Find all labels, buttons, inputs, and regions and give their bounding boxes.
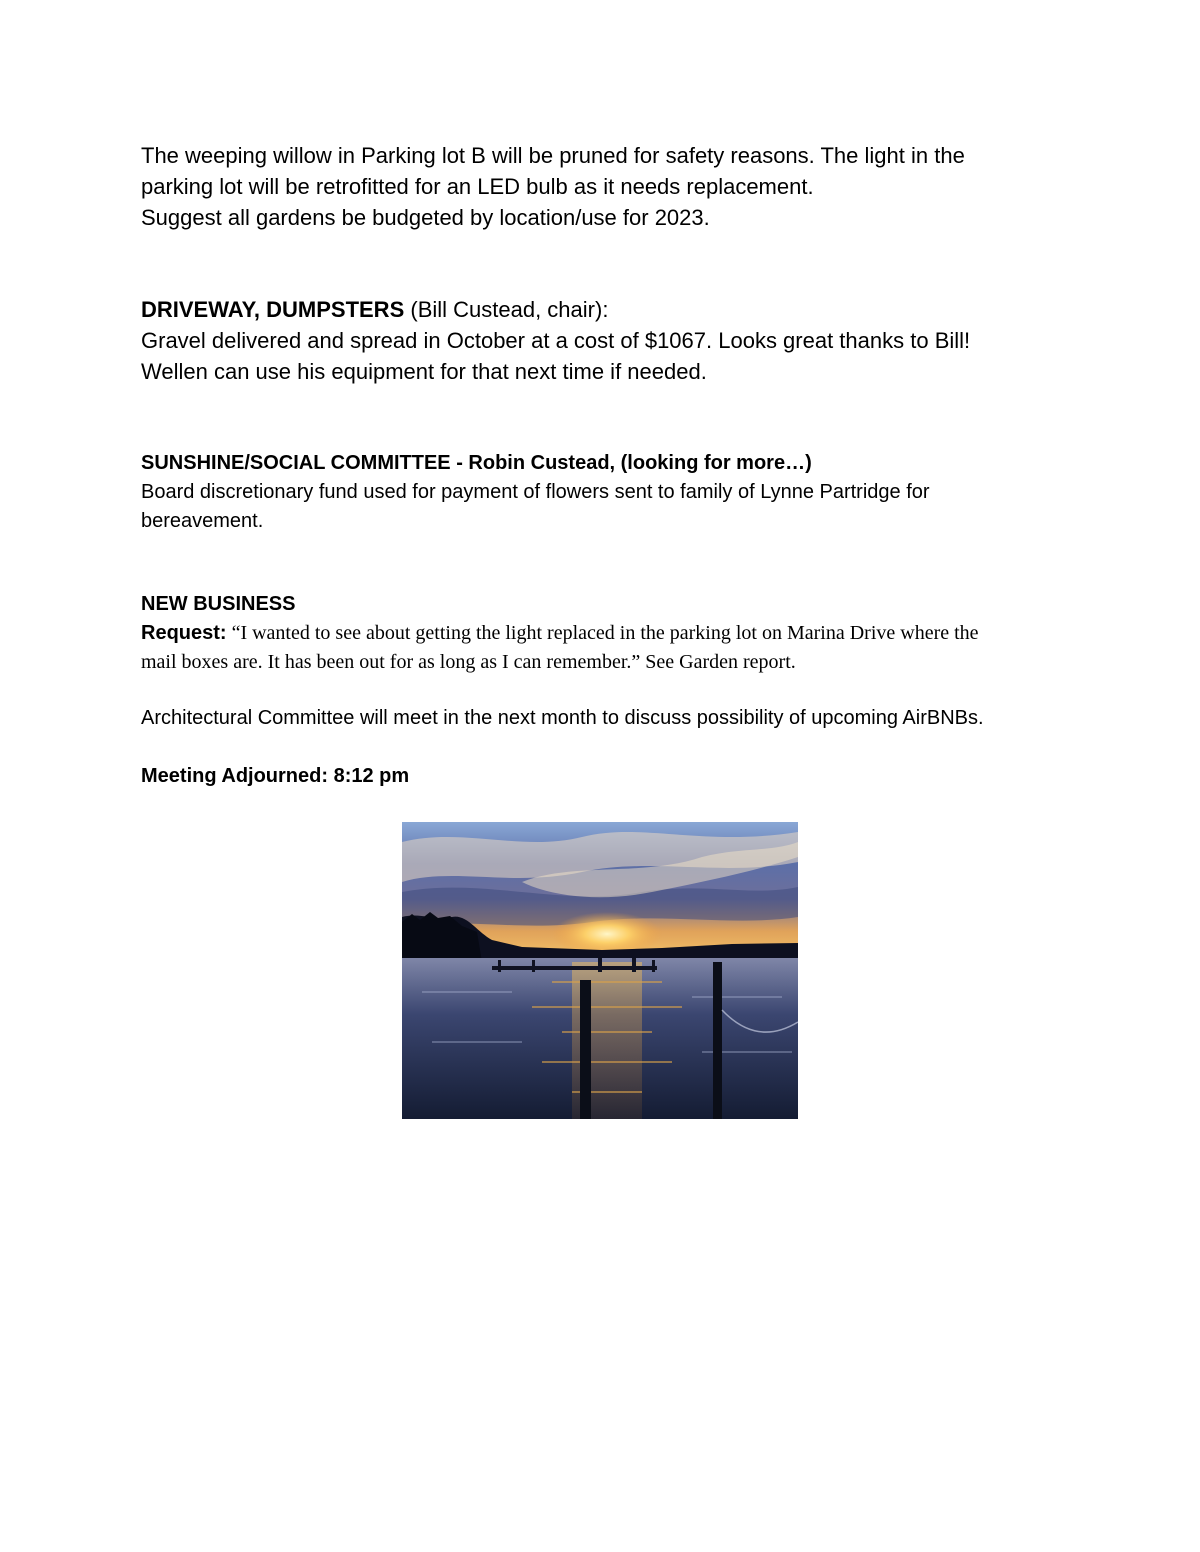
adjourned-note	[141, 762, 1081, 791]
driveway-section	[141, 294, 1081, 387]
driveway-heading: DRIVEWAY, DUMPSTERS	[141, 297, 405, 322]
driveway-line: Gravel delivered and spread in October at a cost of $1067. Looks great thanks to Bill!	[141, 328, 971, 353]
sunshine-section	[141, 449, 1081, 536]
request-line	[141, 619, 1081, 648]
meeting-adjourned: Meeting Adjourned: 8:12 pm	[141, 765, 410, 787]
architectural-line: Architectural Committee will meet in the next month to discuss possibility of upcoming AirBNBs.	[141, 707, 984, 729]
request-quote: “I wanted to see about getting the light replaced in the parking lot on Marina Drive where the	[226, 622, 979, 644]
sunshine-heading: SUNSHINE/SOCIAL COMMITTEE - Robin Custead, (looking for more…)	[141, 452, 812, 474]
sunshine-line: bereavement.	[141, 510, 264, 532]
driveway-heading-line	[141, 294, 1081, 325]
request-label: Request:	[141, 622, 227, 644]
driveway-line: Wellen can use his equipment for that next time if needed.	[141, 359, 707, 384]
request-quote-cont: mail boxes are. It has been out for as long as I can remember.” See Garden report.	[141, 651, 796, 673]
garden-note-line: The weeping willow in Parking lot B will be pruned for safety reasons. The light in the	[141, 143, 965, 168]
new-business-section	[141, 590, 1081, 677]
driveway-chair: (Bill Custead, chair):	[404, 297, 609, 322]
sunshine-line: Board discretionary fund used for payment of flowers sent to family of Lynne Partridge for	[141, 481, 930, 503]
new-business-heading: NEW BUSINESS	[141, 593, 296, 615]
garden-note-line: parking lot will be retrofitted for an LED bulb as it needs replacement.	[141, 174, 814, 199]
sunset-photo-illustration	[402, 822, 798, 1119]
sunset-marina-photo	[402, 822, 798, 1119]
garden-notes	[141, 140, 1081, 233]
architectural-note	[141, 704, 1081, 733]
garden-note-line: Suggest all gardens be budgeted by location/use for 2023.	[141, 205, 710, 230]
